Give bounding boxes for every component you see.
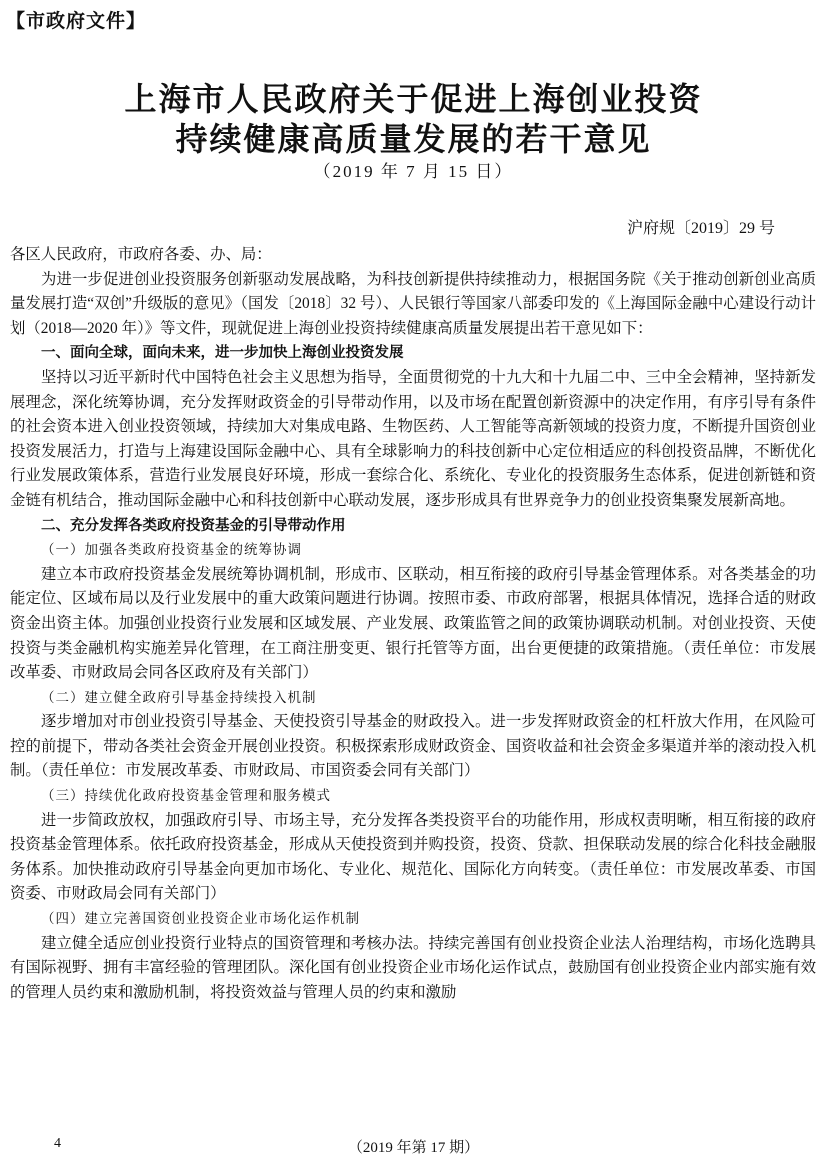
subheading-3: （三）持续优化政府投资基金管理和服务模式 (41, 788, 331, 805)
intro-paragraph: 为进一步促进创业投资服务创新驱动发展战略，为科技创新提供持续推动力，根据国务院《关于推动创新创业高质量发展打造“双创”升级版的意见》（国发〔2018〕32 号）、人民银行等国家八部委印发的《上海国际金融中心建设行动计划（2018—2020 年）》等文件，现就促进上海创业投资持续健康高质量发展提出若干意见如下： (10, 270, 816, 337)
issue-label: （2019 年第 17 期） (347, 1140, 480, 1156)
paragraph-sub-1: 建立本市政府投资基金发展统筹协调机制，形成市、区联动，相互衔接的政府引导基金管理体系。对各类基金的功能定位、区域布局以及行业发展中的重大政策问题进行协调。按照市委、市政府部署，根据具体情况，选择合适的财政资金出资主体。加强创业投资行业发展和区域发展、产业发展、政策监管之间的政策协调联动机制。对创业投资、天使投资与类金融机构实施差异化管理，在工商注册变更、银行托管等方面，出台更便捷的政策措施。（责任单位：市发展改革委、市财政局会同各区政府及有关部门） (10, 565, 816, 682)
document-date: （2019 年 7 月 15 日） (313, 162, 514, 181)
paragraph-section-1: 坚持以习近平新时代中国特色社会主义思想为指导，全面贯彻党的十九大和十九届二中、三中全会精神，坚持新发展理念，深化统筹协调，充分发挥财政资金的引导带动作用，以及市场在配置创新资源中的决定作用，有序引导有条件的社会资本进入创业投资领域，持续加大对集成电路、生物医药、人工智能等高新领域的投资力度，不断提升国资创业投资发展活力，打造与上海建设国际金融中心、具有全球影响力的科技创新中心定位相适应的科创投资品牌，不断优化行业发展政策体系，营造行业发展良好环境，形成一套综合化、系统化、专业化的投资服务生态体系，促进创新链和资金链有机结合，推动国际金融中心和科技创新中心联动发展，逐步形成具有世界竞争力的创业投资集聚发展新高地。 (10, 368, 816, 509)
heading-section-2: 二、充分发挥各类政府投资基金的引导带动作用 (41, 517, 346, 534)
document-body (10, 243, 816, 1005)
paragraph-sub-2: 逐步增加对市创业投资引导基金、天使投资引导基金的财政投入。进一步发挥财政资金的杠杆放大作用，在风险可控的前提下，带动各类社会资金开展创业投资。积极探索形成财政资金、国资收益和社会资金多渠道并举的滚动投入机制。（责任单位：市发展改革委、市财政局、市国资委会同有关部门） (10, 713, 816, 780)
salutation: 各区人民政府，市政府各委、办、局： (10, 246, 272, 263)
document-number: 沪府规〔2019〕29 号 (626, 220, 775, 237)
page-number: 4 (54, 1136, 61, 1151)
paragraph-sub-4: 建立健全适应创业投资行业特点的国资管理和考核办法。持续完善国有创业投资企业法人治理结构，市场化选聘具有国际视野、拥有丰富经验的管理团队。深化国有创业投资企业市场化运作试点，鼓励国有创业投资企业内部实施有效的管理人员约束和激励机制，将投资效益与管理人员的约束和激励 (10, 934, 816, 1001)
title-line-1: 上海市人民政府关于促进上海创业投资 (124, 80, 703, 118)
paragraph-sub-3: 进一步简政放权，加强政府引导、市场主导，充分发挥各类投资平台的功能作用，形成权责明晰，相互衔接的政府投资基金管理体系。依托政府投资基金，形成从天使投资到并购投资，投资、贷款、担保联动发展的综合化科技金融服务体系。加快推动政府引导基金向更加市场化、专业化、规范化、国际化方向转变。（责任单位：市发展改革委、市国资委、市财政局会同有关部门） (10, 811, 816, 903)
section-tag: 【市政府文件】 (6, 10, 147, 32)
subheading-4: （四）建立完善国资创业投资企业市场化运作机制 (41, 911, 360, 928)
subheading-2: （二）建立健全政府引导基金持续投入机制 (41, 689, 317, 706)
heading-section-1: 一、面向全球，面向未来，进一步加快上海创业投资发展 (41, 345, 404, 362)
title-line-2: 持续健康高质量发展的若干意见 (175, 120, 652, 158)
subheading-1: （一）加强各类政府投资基金的统筹协调 (41, 542, 302, 559)
